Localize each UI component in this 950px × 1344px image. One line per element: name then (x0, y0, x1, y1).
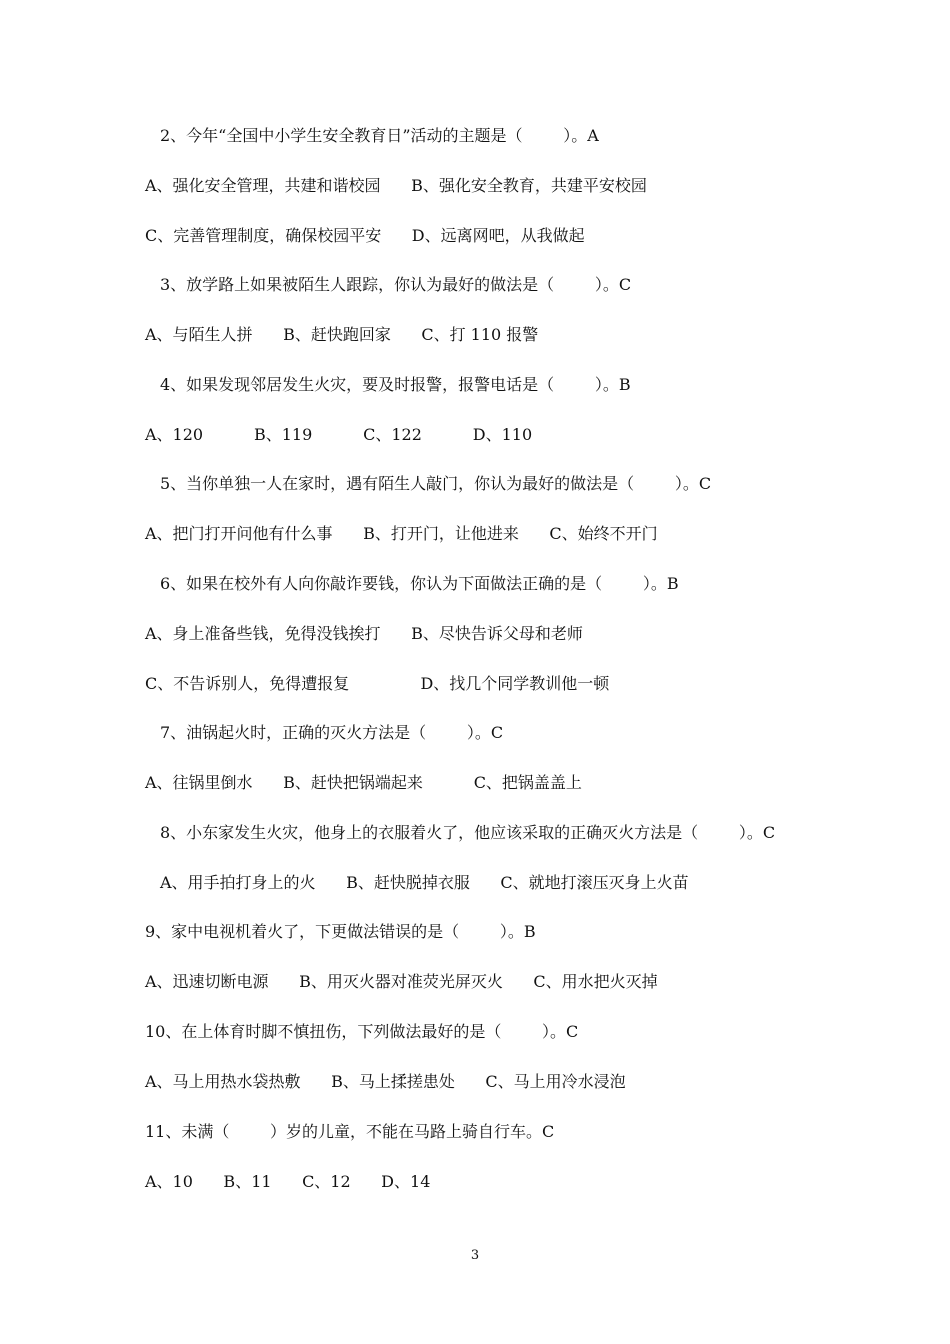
question-8: 8、小东家发生火灾，他身上的衣服着火了，他应该采取的正确灭火方法是（ ）。C (160, 823, 776, 842)
question-7-options: A、往锅里倒水 B、赶快把锅端起来 C、把锅盖盖上 (145, 773, 582, 792)
question-6-options-ab: A、身上准备些钱，免得没钱挨打 B、尽快告诉父母和老师 (145, 624, 583, 643)
question-9-options: A、迅速切断电源 B、用灭火器对准荧光屏灭火 C、用水把火灭掉 (145, 972, 658, 991)
question-10: 10、在上体育时脚不慎扭伤，下列做法最好的是（ ）。C (145, 1022, 579, 1041)
question-2-options-ab: A、强化安全管理，共建和谐校园 B、强化安全教育，共建平安校园 (145, 176, 647, 195)
question-6: 6、如果在校外有人向你敲诈要钱，你认为下面做法正确的是（ ）。B (160, 574, 679, 593)
question-9: 9、家中电视机着火了，下更做法错误的是（ ）。B (145, 922, 536, 941)
question-2: 2、今年“全国中小学生安全教育日”活动的主题是（ ）。A (160, 126, 599, 145)
question-8-options: A、用手拍打身上的火 B、赶快脱掉衣服 C、就地打滚压灭身上火苗 (160, 873, 689, 892)
question-11: 11、未满（ ）岁的儿童，不能在马路上骑自行车。C (145, 1122, 555, 1141)
question-4: 4、如果发现邻居发生火灾，要及时报警，报警电话是（ ）。B (160, 375, 631, 394)
question-5-options: A、把门打开问他有什么事 B、打开门，让他进来 C、始终不开门 (145, 524, 658, 543)
question-11-options: A、10 B、11 C、12 D、14 (145, 1172, 431, 1191)
question-10-options: A、马上用热水袋热敷 B、马上揉搓患处 C、马上用冷水浸泡 (145, 1072, 626, 1091)
question-3: 3、放学路上如果被陌生人跟踪，你认为最好的做法是（ ）。C (160, 275, 632, 294)
question-7: 7、油锅起火时，正确的灭火方法是（ ）。C (160, 723, 504, 742)
question-2-options-cd: C、完善管理制度，确保校园平安 D、远离网吧，从我做起 (145, 226, 585, 245)
page-number: 3 (470, 1248, 480, 1263)
question-5: 5、当你单独一人在家时，遇有陌生人敲门，你认为最好的做法是（ ）。C (160, 474, 712, 493)
question-6-options-cd: C、不告诉别人，免得遭报复 D、找几个同学教训他一顿 (145, 674, 610, 693)
question-3-options: A、与陌生人拼 B、赶快跑回家 C、打 110 报警 (145, 325, 539, 344)
question-4-options: A、120 B、119 C、122 D、110 (145, 425, 533, 444)
